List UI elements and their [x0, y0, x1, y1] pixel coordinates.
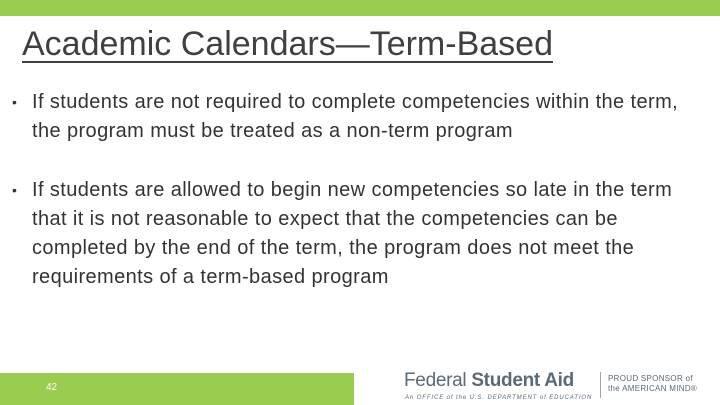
bullet-item: [0, 88, 700, 146]
logo-subtitle: An OFFICE of the U.S. DEPARTMENT of EDUCATION: [405, 395, 593, 401]
page-number: 42: [46, 382, 58, 393]
bullet-text: If students are allowed to begin new competencies so late in the term that it is not reasonable to expect that the competencies can be completed by the end of the term, the program does not meet the requirements of a term-based program: [32, 179, 673, 288]
bullet-text: If students are not required to complete competencies within the term, the program must be treated as a non-term program: [32, 91, 679, 142]
slide-title: Academic Calendars—Term-Based: [22, 25, 553, 63]
bullet-item: [0, 176, 700, 292]
federal-student-aid-logo: [404, 370, 704, 402]
top-accent-bar: [0, 0, 720, 16]
logo-sponsor-text: PROUD SPONSOR of the AMERICAN MIND®: [608, 374, 698, 393]
bullet-dot-icon: •: [12, 94, 18, 110]
logo-divider: [600, 372, 601, 398]
logo-wordmark: Federal Student Aid: [404, 370, 574, 391]
bullet-dot-icon: •: [12, 182, 18, 198]
bullet-list: [0, 88, 700, 292]
